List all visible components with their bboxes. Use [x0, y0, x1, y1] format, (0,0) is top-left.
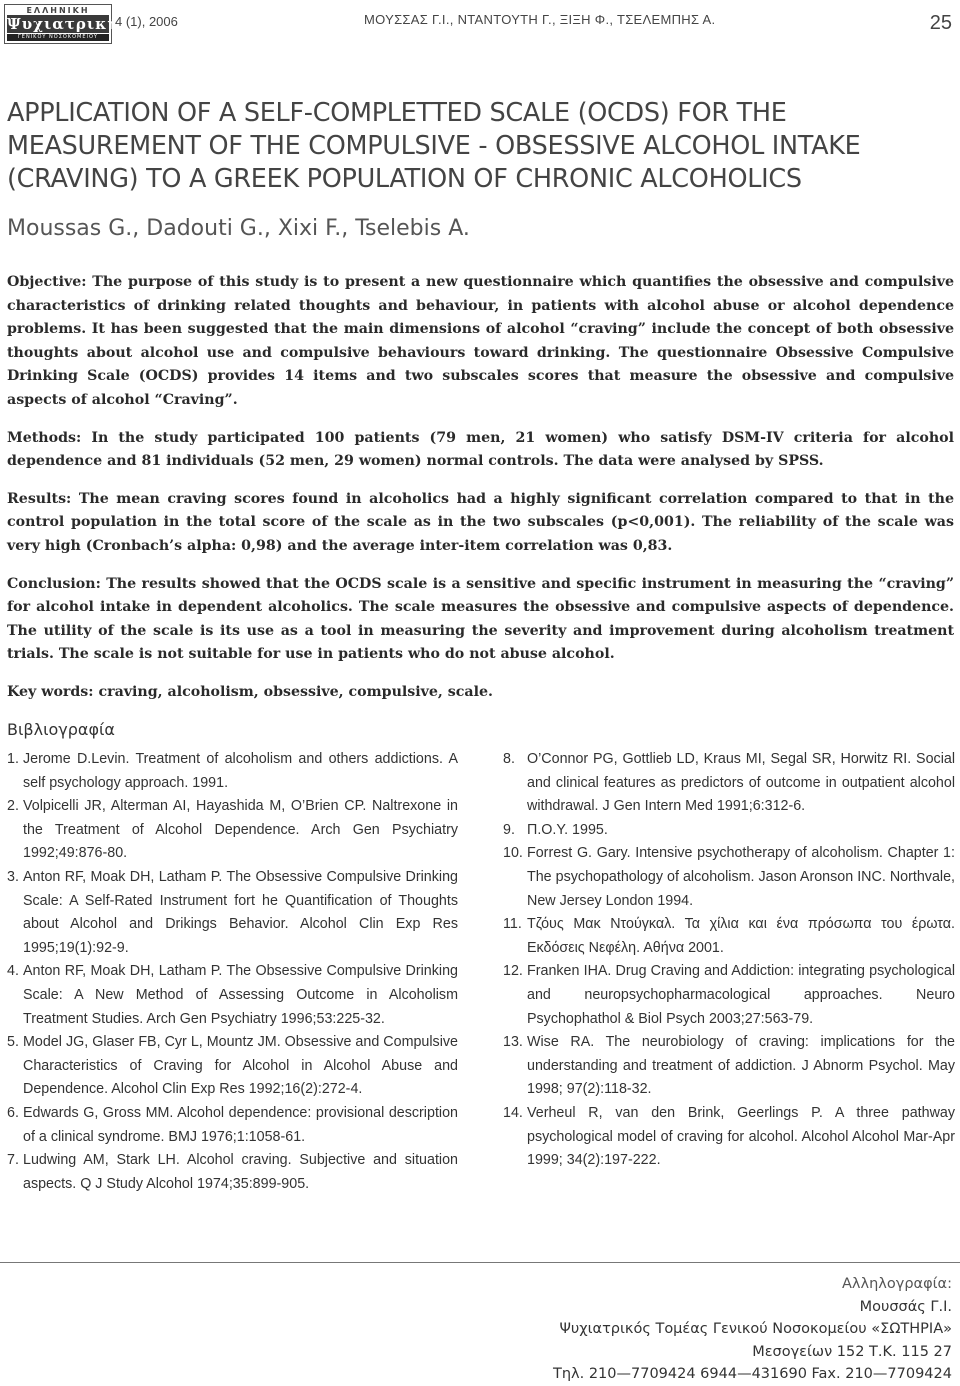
reference-number: 12. [503, 963, 523, 980]
abstract-methods: Methods: In the study participated 100 patients (79 men, 21 women) who satisfy DSM-IV criteria for alcohol dependence and 81 individuals (52 men, 29 women) normal controls. The data were analysed by SPSS. [7, 429, 954, 470]
issue-number: 4 (1), 2006 [115, 14, 178, 29]
reference-text: Franken IHA. Drug Craving and Addiction: integrating psychological and neuropsychopharmacological approaches. Neuro Psychophathol & Biol Psych 2003;27:563-79. [527, 963, 955, 1027]
article-authors: Moussas G., Dadouti G., Xixi F., Tselebis A. [7, 216, 470, 241]
reference-item [503, 748, 955, 819]
logo-line-1: ΕΛΛΗΝΙΚΗ [26, 6, 90, 15]
reference-item [503, 1102, 955, 1173]
reference-item [503, 960, 955, 1031]
references-right-column [503, 748, 955, 1173]
running-head-authors: ΜΟΥΣΣΑΣ Γ.Ι., ΝΤΑΝΤΟΥΤΗ Γ., ΞΙΞΗ Φ., ΤΣΕΛΕΜΠΗΣ Α. [364, 12, 716, 27]
abstract-results: Results: The mean craving scores found in alcoholics had a highly significant correlation compared to that in the control population in the total score of the scale as in the two subscales (p<0,001). The reliability of the scale was very high (Cronbach’s alpha: 0,98) and the average inter-item correlation was 0,83. [7, 490, 954, 554]
reference-text: Anton RF, Moak DH, Latham P. The Obsessive Compulsive Drinking Scale: A New Method of Assessing Outcome in Alcoholism Treatment Studies. Arch Gen Psychiatry 1996;53:225-32. [23, 963, 458, 1027]
reference-text: Edwards G, Gross MM. Alcohol dependence: provisional description of a clinical syndrome. BMJ 1976;1:1058-61. [23, 1104, 458, 1145]
footer-divider [0, 1262, 960, 1263]
reference-item [7, 748, 458, 795]
reference-number: 4. [7, 963, 19, 980]
reference-item [503, 1031, 955, 1102]
reference-item [503, 913, 955, 960]
abstract [7, 271, 954, 719]
reference-number: 9. [503, 821, 515, 838]
reference-text: Model JG, Glaser FB, Cyr L, Mountz JM. Obsessive and Compulsive Characteristics of Craving for Alcohol in Alcohol Abuse and Dependence. Alcohol Clin Exp Res 1992;16(2):272-4. [23, 1034, 458, 1098]
reference-item [7, 1149, 458, 1196]
reference-number: 5. [7, 1034, 19, 1051]
reference-text: Forrest G. Gary. Intensive psychotherapy of alcoholism. Chapter 1: The psychopathology of alcoholism. Jason Aronson INC. Northvale, New Jersey London 1994. [527, 845, 955, 909]
correspondence-label: Αλληλογραφία: [842, 1276, 952, 1292]
reference-number: 10. [503, 845, 523, 862]
reference-number: 7. [7, 1152, 19, 1169]
reference-number: 11. [503, 916, 522, 933]
reference-number: 8. [503, 751, 515, 767]
reference-item [7, 795, 458, 866]
reference-text: Τζόυς Μακ Ντούγκαλ. Τα χίλια και ένα πρόσωπα του έρωτα. Εκδόσεις Νεφέλη. Αθήνα 2001. [527, 916, 955, 956]
page-number: 25 [929, 12, 952, 34]
reference-text: O’Connor PG, Gottlieb LD, Kraus MI, Segal SR, Horwitz RI. Social and clinical features as predictors of outcome in outpatient alcohol withdrawal. J Gen Intern Med 1991;6:312-6. [527, 751, 955, 815]
logo-line-3: ΓΕΝΙΚΟΥ ΝΟΣΟΚΟΜΕΙΟΥ [7, 34, 109, 41]
page-header [0, 0, 960, 50]
reference-item [7, 960, 458, 1031]
correspondence-institution: Ψυχιατρικός Τομέας Γενικού Νοσοκομείου «ΣΩΤΗΡΙΑ» [559, 1321, 952, 1337]
correspondence-name: Μουσσάς Γ.Ι. [859, 1298, 952, 1315]
article-title: APPLICATION OF A SELF-COMPLETTED SCALE (OCDS) FOR THE MEASUREMENT OF THE COMPULSIVE - OBSESSIVE ALCOHOL INTAKE (CRAVING) TO A GREEK POPULATION OF CHRONIC ALCOHOLICS [7, 98, 861, 194]
logo-line-2: Ψυχιατρική [7, 15, 120, 33]
reference-number: 2. [7, 798, 19, 815]
correspondence-block [553, 1273, 952, 1386]
reference-text: Π.Ο.Υ. 1995. [527, 821, 608, 838]
reference-text: Volpicelli JR, Alterman AI, Hayashida M, O’Brien CP. Naltrexone in the Treatment of Alcohol Dependence. Arch Gen Psychiatry 1992;49:876-80. [23, 798, 458, 862]
correspondence-phone: Τηλ. 210—7709424 6944—431690 Fax. 210—7709424 [552, 1366, 952, 1382]
reference-number: 1. [7, 751, 19, 767]
reference-text: Ludwing AM, Stark LH. Alcohol craving. Subjective and situation aspects. Q J Study Alcohol 1974;35:899-905. [23, 1152, 458, 1192]
reference-number: 13. [503, 1034, 523, 1051]
reference-text: Wise RA. The neurobiology of craving: implications for the understanding and treatment of addiction. J Abnorm Psychol. May 1998; 97(2):118-32. [527, 1034, 955, 1098]
journal-logo [4, 4, 120, 44]
references-heading: Βιβλιογραφία [7, 720, 115, 739]
reference-item [503, 819, 955, 843]
reference-item [7, 866, 458, 960]
references-left-column [7, 748, 458, 1196]
reference-item [7, 1102, 458, 1149]
reference-text: Jerome D.Levin. Treatment of alcoholism and others addictions. A self psychology approach. 1991. [23, 751, 458, 791]
reference-text: Anton RF, Moak DH, Latham P. The Obsessive Compulsive Drinking Scale: A Self-Rated Instrument fort he Quantification of Thoughts about Alcohol and Drikings Behavior. Alcohol Clin Exp Res 1995;19(1):92-9. [23, 868, 458, 956]
reference-number: 6. [7, 1104, 19, 1121]
abstract-objective: Objective: The purpose of this study is to present a new questionnaire which quantifies the obsessive and compulsive characteristics of drinking related thoughts and behaviour, in patients with alcohol abuse or alcohol dependence problems. It has been suggested that the main dimensions of alcohol “craving” include the concept of both obsessive thoughts about alcohol use and compulsive behaviours toward drinking. The questionnaire Obsessive Compulsive Drinking Scale (OCDS) provides 14 items and two subscales scores that measure the obsessive and compulsive aspects of alcohol “Craving”. [7, 274, 954, 408]
correspondence-address: Μεσογείων 152 Τ.Κ. 115 27 [752, 1343, 952, 1360]
reference-text: Verheul R, van den Brink, Geerlings P. A three pathway psychological model of craving for alcohol. Alcohol Alcohol Mar-Apr 1999; 34(2):197-222. [527, 1104, 955, 1169]
abstract-keywords: Key words: craving, alcoholism, obsessive, compulsive, scale. [7, 683, 493, 700]
reference-number: 14. [503, 1104, 523, 1121]
reference-item [503, 842, 955, 913]
reference-item [7, 1031, 458, 1102]
reference-number: 3. [7, 868, 19, 885]
abstract-conclusion: Conclusion: The results showed that the OCDS scale is a sensitive and specific instrument in measuring the “craving” for alcohol intake in dependent alcoholics. The scale measures the obsessive and compulsive aspects of dependence. The utility of the scale is its use as a tool in measuring the severity and improvement during alcoholism treatment trials. The scale is not suitable for use in patients who do not abuse alcohol. [7, 575, 954, 663]
